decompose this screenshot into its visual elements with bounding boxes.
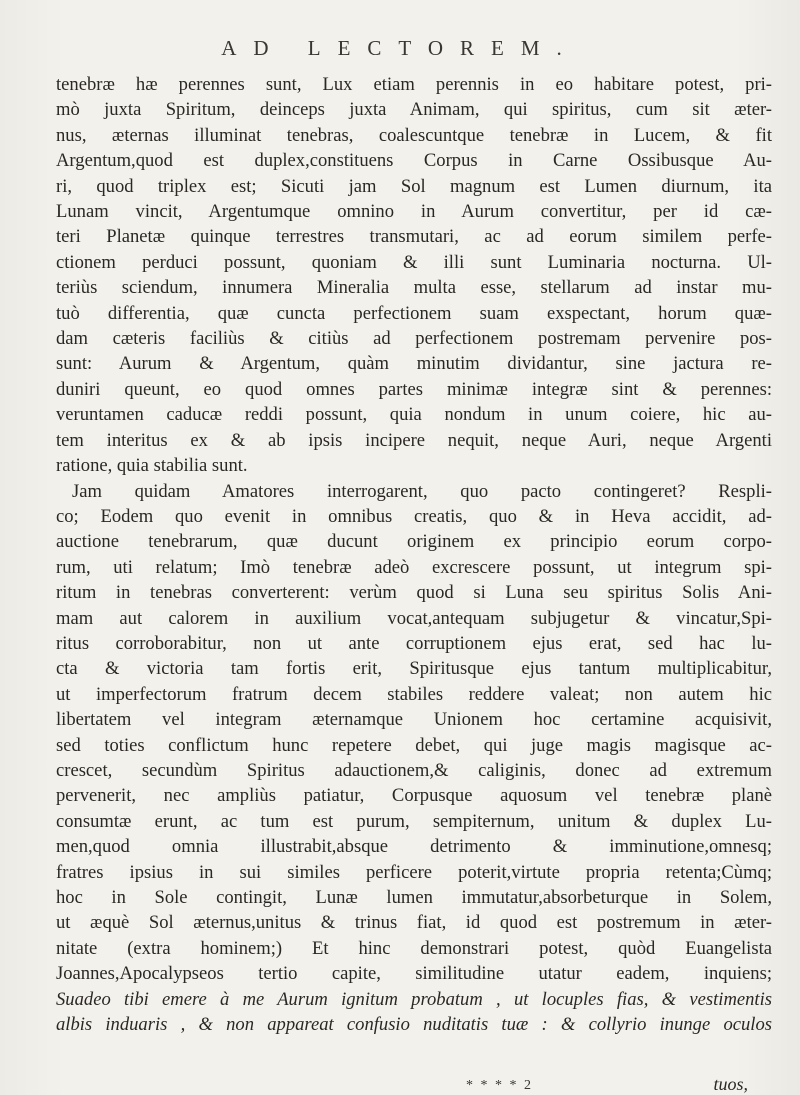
signature-mark: * * * * 2 — [466, 1078, 533, 1093]
text-line: ritus corroborabitur, non ut ante corruptionem ejus erat, sed hac lu- — [56, 632, 772, 654]
text-line: veruntamen caducæ reddi possunt, quia nondum in unum coiere, hic au- — [56, 404, 772, 426]
text-line: hoc in Sole contingit, Lunæ lumen immutatur,absorbeturque in Solem, — [56, 887, 772, 908]
text-line: pervenerit, nec ampliùs patiatur, Corpusque aquosum vel tenebræ planè — [56, 785, 772, 807]
text-line: rum, uti relatum; Imò tenebræ adeò excrescere possunt, ut integrum spi- — [56, 556, 772, 578]
text-line: ut æquè Sol æternus,unitus & trinus fiat, id quod est postremum in æter- — [56, 912, 772, 934]
text-line: co; Eodem quo evenit in omnibus creatis, quo & in Heva accidit, ad- — [56, 505, 772, 527]
text-line: teri Planetæ quinque terrestres transmutari, ac ad eorum similem perfe- — [56, 226, 772, 248]
text-line: tuò differentia, quæ cuncta perfectionem suam exspectant, horum quæ- — [56, 302, 772, 324]
text-line: sed toties conflictum hunc repetere debet, qui juge magis magisque ac- — [56, 734, 772, 756]
catchword: tuos, — [713, 1074, 748, 1094]
text-line: mam aut calorem in auxilium vocat,antequam subjugetur & vincatur,Spi- — [56, 607, 772, 629]
body-text — [56, 72, 772, 1037]
text-line: sunt: Aurum & Argentum, quàm minutim dividantur, sine jactura re- — [56, 353, 772, 375]
text-line: Argentum,quod est duplex,constituens Corpus in Carne Ossibusque Au- — [56, 150, 772, 172]
text-line: nitate (extra hominem;) Et hinc demonstrari potest, quòd Euangelista — [56, 937, 772, 959]
running-title: AD LECTOREM. — [221, 36, 579, 60]
quotation-line: albis induaris , & non appareat confusio nuditatis tuæ : & collyrio inunge oculos — [56, 1014, 772, 1036]
text-line: ctionem perduci possunt, quoniam & illi sunt Luminaria nocturna. Ul- — [56, 251, 772, 273]
text-line: nus, æternas illuminat tenebras, coalescuntque tenebræ in Lucem, & fit — [56, 124, 772, 146]
text-line: ut imperfectorum fratrum decem stabiles reddere valeat; non autem hic — [56, 683, 772, 705]
text-line: duniri queunt, eo quod omnes partes minimæ integræ sint & perennes: — [56, 378, 772, 400]
text-line: consumtæ erunt, ac tum est purum, sempiternum, unitum & duplex Lu- — [56, 810, 772, 832]
paragraph-start-line: Jam quidam Amatores interrogarent, quo pacto contingeret? Respli- — [72, 480, 772, 502]
text-line: libertatem vel integram æternamque Unionem hoc certamine acquisivit, — [56, 709, 772, 731]
text-line: ritum in tenebras converterent: verùm quod si Luna seu spiritus Solis Ani- — [56, 582, 772, 604]
text-line: tenebræ hæ perennes sunt, Lux etiam perennis in eo habitare potest, pri- — [56, 74, 772, 95]
text-line: cta & victoria tam fortis erit, Spiritusque ejus tantum multiplicabitur, — [56, 658, 772, 680]
text-line: men,quod omnia illustrabit,absque detrimento & imminutione,omnesq; — [56, 836, 772, 858]
quotation-line: Suadeo tibi emere à me Aurum ignitum probatum , ut locuples fias, & vestimentis — [56, 988, 772, 1010]
text-line: mò juxta Spiritum, deinceps juxta Animam, qui spiritus, cum sit æter- — [56, 99, 772, 121]
text-line: fratres ipsius in sui similes perficere poterit,virtute propria retenta;Cùmq; — [56, 861, 772, 883]
text-line: auctione tenebrarum, quæ ducunt originem ex principio eorum corpo- — [56, 531, 772, 553]
text-line: ri, quod triplex est; Sicuti jam Sol magnum est Lumen diurnum, ita — [56, 175, 772, 197]
text-line: Lunam vincit, Argentumque omnino in Aurum convertitur, per id cæ- — [56, 201, 772, 223]
text-line: ratione, quia stabilia sunt. — [56, 455, 248, 477]
text-line: dam cæteris faciliùs & citiùs ad perfectionem postremam pervenire pos- — [56, 328, 772, 350]
text-line: tem interitus ex & ab ipsis incipere nequit, neque Auri, neque Argenti — [56, 429, 772, 451]
text-line: teriùs sciendum, innumera Mineralia multa esse, stellarum ad instar mu- — [56, 277, 772, 299]
text-line: crescet, secundùm Spiritus adauctionem,& caliginis, donec ad extremum — [56, 759, 772, 781]
text-line: Joannes,Apocalypseos tertio capite, similitudine utatur eadem, inquiens; — [56, 963, 772, 985]
